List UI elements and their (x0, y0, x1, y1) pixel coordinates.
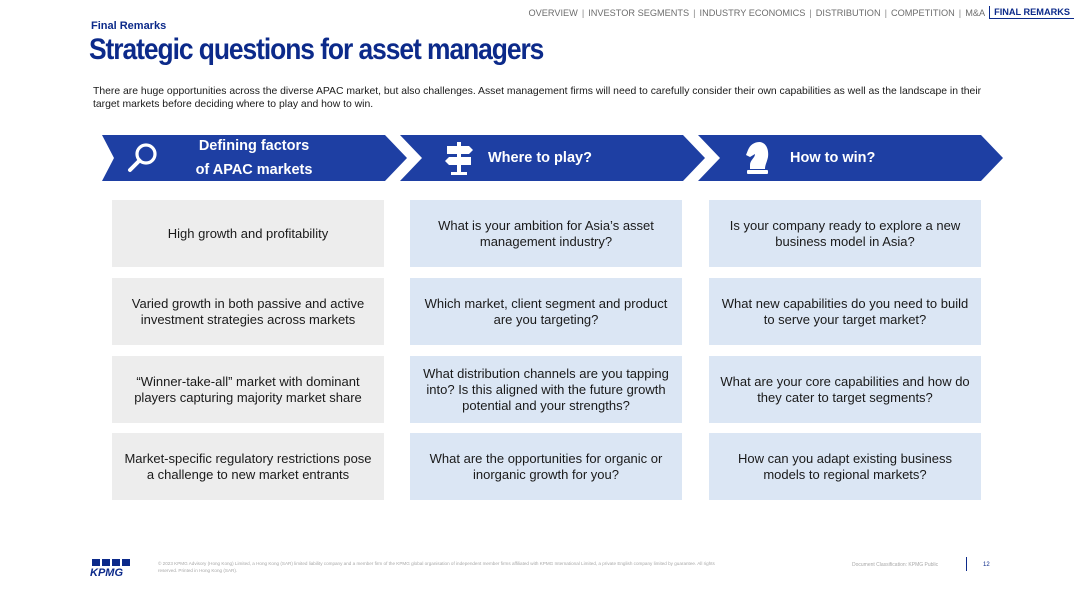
nav-item-mna[interactable]: M&A (965, 7, 986, 18)
heading-line-2: of APAC markets (195, 162, 313, 178)
nav-separator: | (884, 7, 887, 18)
footer-legal-text: © 2023 KPMG Advisory (Hong Kong) Limited, a Hong Kong (SAR) limited liability company and a member firm of the KPMG global organisation of independent member firms affiliated with KPMG International Limited, a private English company limited by guarantee. All rights reserved. Printed in Hong Kong (SAR). (158, 561, 715, 573)
factor-card: Varied growth in both passive and active investment strategies across markets (112, 278, 384, 345)
nav-item-distribution[interactable]: DISTRIBUTION (815, 7, 881, 18)
nav-item-industry-economics[interactable]: INDUSTRY ECONOMICS (699, 7, 806, 18)
how-to-win-card: Is your company ready to explore a new business model in Asia? (709, 200, 981, 267)
nav-item-overview[interactable]: OVERVIEW (528, 7, 578, 18)
column-heading-how-to-win: How to win? (790, 150, 876, 166)
chess-knight-icon (740, 139, 774, 177)
nav-item-competition[interactable]: COMPETITION (890, 7, 955, 18)
where-to-play-card: What is your ambition for Asia’s asset management industry? (410, 200, 682, 267)
where-to-play-card: What distribution channels are you tapping into? Is this aligned with the future growth potential and your strengths? (410, 356, 682, 423)
page-number: 12 (983, 562, 990, 568)
factor-card: High growth and profitability (112, 200, 384, 267)
where-to-play-card: What are the opportunities for organic or inorganic growth for you? (410, 433, 682, 500)
nav-separator: | (958, 7, 962, 18)
factor-card: “Winner-take-all” market with dominant players capturing majority market share (112, 356, 384, 423)
kpmg-logo-text: KPMG (90, 567, 123, 578)
where-to-play-card: Which market, client segment and product are you targeting? (410, 278, 682, 345)
document-classification: Document Classification: KPMG Public (852, 562, 939, 568)
signpost-icon (442, 140, 476, 176)
nav-separator: | (809, 7, 812, 18)
column-heading-where-to-play: Where to play? (488, 150, 592, 166)
intro-paragraph: There are huge opportunities across the diverse APAC market, but also challenges. Asset management firms will need to carefully consider their own capabilities as well as the landscape in their target markets before deciding where to play and how to win. (93, 86, 982, 110)
kpmg-logo (89, 558, 135, 578)
footer-divider (966, 557, 967, 571)
nav-item-investor-segments[interactable]: INVESTOR SEGMENTS (588, 7, 690, 18)
factor-card: Market-specific regulatory restrictions pose a challenge to new market entrants (112, 433, 384, 500)
magnifier-icon (126, 141, 160, 175)
nav-separator: | (581, 7, 585, 18)
heading-line-1: Defining factors (198, 138, 310, 154)
how-to-win-card: What are your core capabilities and how do they cater to target segments? (709, 356, 981, 423)
how-to-win-card: How can you adapt existing business models to regional markets? (709, 433, 981, 500)
section-label: Final Remarks (91, 20, 167, 32)
chevron-header-row (100, 133, 1010, 183)
column-heading-defining-factors (170, 134, 338, 182)
nav-separator: | (693, 7, 696, 18)
page-title: Strategic questions for asset managers (89, 33, 544, 66)
how-to-win-card: What new capabilities do you need to build to serve your target market? (709, 278, 981, 345)
top-navigation (524, 6, 1074, 19)
nav-item-final-remarks[interactable]: FINAL REMARKS (989, 6, 1074, 19)
